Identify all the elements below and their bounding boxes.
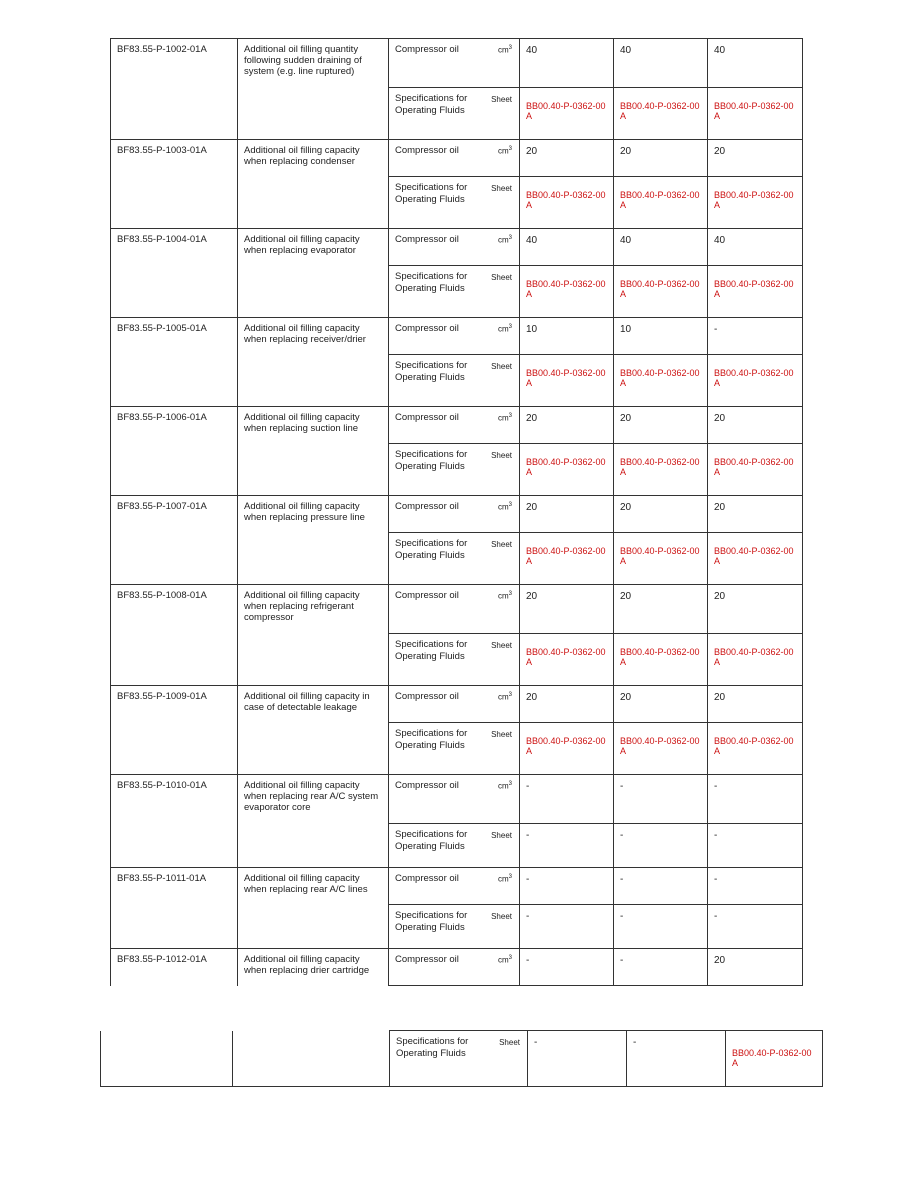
spec-label-cell: Specifications for Operating Fluids Sheet [389,533,520,585]
value-cell: 20 [614,407,708,444]
description-cell: Additional oil filling capacity when replacing evaporator [238,229,389,318]
continuation-spec-3: BB00.40-P-0362-00 A [726,1031,823,1087]
spec-ref-cell: - [708,905,803,949]
spec-ref-cell: BB00.40-P-0362-00 A [520,444,614,496]
spec-label-cell: Specifications for Operating Fluids Sheet [389,266,520,318]
spec-ref-cell: BB00.40-P-0362-00 A [520,177,614,229]
value-cell: - [520,775,614,824]
table-row [111,407,803,444]
code-cell: BF83.55-P-1003-01A [111,140,238,229]
value-cell: 20 [708,407,803,444]
value-cell: - [708,775,803,824]
spec-ref-cell: BB00.40-P-0362-00 A [708,723,803,775]
value-cell: 20 [708,140,803,177]
table-row [111,585,803,634]
unit-label: $cm^3$ [497,781,512,791]
property-cell: Compressor oil $cm^3$ [389,949,520,986]
spec-ref-cell: BB00.40-P-0362-00 A [520,533,614,585]
spec-ref-cell: BB00.40-P-0362-00 A [520,355,614,407]
value-cell: 20 [708,496,803,533]
spec-label-cell: Specifications for Operating Fluids Sheet [389,824,520,868]
property-cell: Compressor oil $cm^3$ [389,140,520,177]
spec-ref-cell: - [614,824,708,868]
continuation-table [100,1030,823,1087]
table-row [111,140,803,177]
spec-ref-cell: - [520,905,614,949]
description-cell: Additional oil filling capacity when replacing receiver/drier [238,318,389,407]
code-cell: BF83.55-P-1006-01A [111,407,238,496]
value-cell: 20 [708,585,803,634]
spec-unit: Sheet [499,1038,520,1047]
description-cell: Additional oil filling quantity following sudden draining of system (e.g. line ruptured) [238,39,389,140]
unit-label: $cm^3$ [497,955,512,965]
spec-label-cell: Specifications for Operating Fluids Sheet [389,355,520,407]
spec-ref-cell: BB00.40-P-0362-00 A [708,88,803,140]
spec-label-cell: Specifications for Operating Fluids Sheet [389,634,520,686]
property-cell: Compressor oil $cm^3$ [389,585,520,634]
property-cell: Compressor oil $cm^3$ [389,229,520,266]
property-cell: Compressor oil $cm^3$ [389,775,520,824]
value-cell: 40 [708,229,803,266]
spec-ref-cell: BB00.40-P-0362-00 A [520,88,614,140]
property-cell: Compressor oil $cm^3$ [389,686,520,723]
code-cell: BF83.55-P-1010-01A [111,775,238,868]
value-cell: 20 [520,140,614,177]
description-cell: Additional oil filling capacity when replacing rear A/C system evaporator core [238,775,389,868]
value-cell: - [614,949,708,986]
code-cell: BF83.55-P-1009-01A [111,686,238,775]
spec-ref-cell: BB00.40-P-0362-00 A [614,266,708,318]
unit-label: $cm^3$ [497,591,512,601]
code-cell: BF83.55-P-1008-01A [111,585,238,686]
spec-ref-cell: - [520,824,614,868]
value-cell: 20 [614,686,708,723]
property-cell: Compressor oil $cm^3$ [389,318,520,355]
table-row [111,686,803,723]
value-cell: - [614,868,708,905]
spec-ref-cell: BB00.40-P-0362-00 A [614,355,708,407]
value-cell: 20 [520,407,614,444]
spec-ref-cell: BB00.40-P-0362-00 A [708,444,803,496]
unit-label: $cm^3$ [497,235,512,245]
unit-label: $cm^3$ [497,146,512,156]
spec-label-cell: Specifications for Operating Fluids Sheet [389,444,520,496]
value-cell: 20 [520,496,614,533]
spec-ref-cell: BB00.40-P-0362-00 A [520,266,614,318]
spec-label-cell: Specifications for Operating Fluids Sheet [389,723,520,775]
continuation-code-cell [101,1031,233,1087]
value-cell: 10 [614,318,708,355]
table-row [111,229,803,266]
value-cell: - [614,775,708,824]
table-row [111,949,803,986]
spec-ref-cell: BB00.40-P-0362-00 A [708,634,803,686]
value-cell: 20 [614,140,708,177]
description-cell: Additional oil filling capacity when replacing pressure line [238,496,389,585]
spec-label-cell: Specifications for Operating Fluids Sheet [389,177,520,229]
spec-ref-cell: BB00.40-P-0362-00 A [614,533,708,585]
unit-label: $cm^3$ [497,45,512,55]
oil-capacity-table [110,38,803,986]
table-row [111,775,803,824]
value-cell: - [520,868,614,905]
value-cell: 40 [614,39,708,88]
property-cell: Compressor oil $cm^3$ [389,407,520,444]
spec-ref-cell: BB00.40-P-0362-00 A [520,634,614,686]
spec-ref-cell: - [614,905,708,949]
spec-ref-cell: BB00.40-P-0362-00 A [708,533,803,585]
spec-ref-cell: BB00.40-P-0362-00 A [614,723,708,775]
spec-ref-cell: - [708,824,803,868]
unit-label: $cm^3$ [497,324,512,334]
description-cell: Additional oil filling capacity when replacing refrigerant compressor [238,585,389,686]
value-cell: 40 [520,229,614,266]
continuation-spec-2: - [627,1031,726,1087]
spec-ref-cell: BB00.40-P-0362-00 A [614,444,708,496]
spec-ref-cell: BB00.40-P-0362-00 A [614,177,708,229]
value-cell: 40 [520,39,614,88]
spec-ref-cell: BB00.40-P-0362-00 A [708,266,803,318]
description-cell: Additional oil filling capacity when replacing rear A/C lines [238,868,389,949]
code-cell: BF83.55-P-1005-01A [111,318,238,407]
value-cell: 20 [520,585,614,634]
table-row [111,496,803,533]
spec-ref-cell: BB00.40-P-0362-00 A [614,634,708,686]
unit-label: $cm^3$ [497,692,512,702]
continuation-desc-cell [233,1031,390,1087]
spec-label-cell: Specifications for Operating Fluids Sheet [389,88,520,140]
continuation-spec-label-cell [390,1031,528,1087]
spec-label: Specifications for Operating Fluids [396,1036,469,1059]
value-cell: - [708,318,803,355]
value-cell: - [708,868,803,905]
description-cell: Additional oil filling capacity when replacing suction line [238,407,389,496]
value-cell: 40 [708,39,803,88]
table-row [111,39,803,88]
value-cell: 10 [520,318,614,355]
property-cell: Compressor oil $cm^3$ [389,868,520,905]
code-cell: BF83.55-P-1004-01A [111,229,238,318]
continuation-spec-1: - [528,1031,627,1087]
spec-ref-cell: BB00.40-P-0362-00 A [614,88,708,140]
description-cell: Additional oil filling capacity in case of detectable leakage [238,686,389,775]
code-cell: BF83.55-P-1012-01A [111,949,238,986]
spec-ref-cell: BB00.40-P-0362-00 A [708,177,803,229]
table-row [111,318,803,355]
spec-ref-cell: BB00.40-P-0362-00 A [708,355,803,407]
code-cell: BF83.55-P-1007-01A [111,496,238,585]
property-cell: Compressor oil $cm^3$ [389,496,520,533]
value-cell: 40 [614,229,708,266]
unit-label: $cm^3$ [497,413,512,423]
value-cell: 20 [614,496,708,533]
code-cell: BF83.55-P-1002-01A [111,39,238,140]
property-cell: Compressor oil $cm^3$ [389,39,520,88]
description-cell: Additional oil filling capacity when replacing condenser [238,140,389,229]
table-row [111,868,803,905]
value-cell: 20 [708,686,803,723]
spec-ref-cell: BB00.40-P-0362-00 A [520,723,614,775]
unit-label: $cm^3$ [497,502,512,512]
value-cell: 20 [614,585,708,634]
value-cell: - [520,949,614,986]
value-cell: 20 [708,949,803,986]
description-cell: Additional oil filling capacity when replacing drier cartridge [238,949,389,986]
unit-label: $cm^3$ [497,874,512,884]
spec-label-cell: Specifications for Operating Fluids Sheet [389,905,520,949]
code-cell: BF83.55-P-1011-01A [111,868,238,949]
value-cell: 20 [520,686,614,723]
